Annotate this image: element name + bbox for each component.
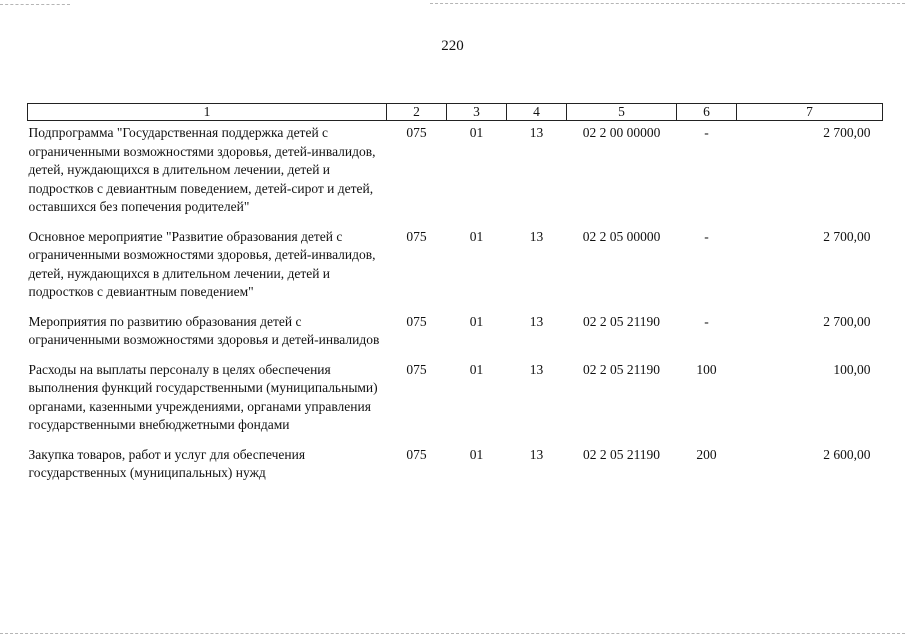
row-amount: 2 600,00 bbox=[823, 446, 871, 462]
row-amount: 2 700,00 bbox=[823, 313, 871, 329]
row-section-code: 01 bbox=[469, 228, 484, 244]
header-col-4: 4 bbox=[507, 104, 567, 121]
row-amount: 100,00 bbox=[833, 361, 871, 377]
row-section-code: 01 bbox=[469, 125, 484, 140]
row-name: Мероприятия по развитию образования детей с ограниченными возможностями здоровья и детей-инвалидов bbox=[28, 313, 380, 347]
row-name: Закупка товаров, работ и услуг для обеспечения государственных (муниципальных) нужд bbox=[28, 446, 306, 480]
row-ministry-code: 075 bbox=[406, 313, 427, 329]
row-ministry-code: 075 bbox=[406, 361, 427, 377]
page-number: 220 bbox=[441, 38, 464, 54]
row-target-code: 02 2 05 00000 bbox=[582, 228, 661, 244]
table-row bbox=[28, 443, 883, 491]
row-subsection-code: 13 bbox=[529, 446, 544, 462]
table-row bbox=[28, 225, 883, 310]
row-ministry-code: 075 bbox=[406, 228, 427, 244]
row-ministry-code: 075 bbox=[406, 446, 427, 462]
row-subsection-code: 13 bbox=[529, 125, 544, 140]
row-expense-type: 200 bbox=[696, 446, 717, 462]
row-section-code: 01 bbox=[469, 446, 484, 462]
table-row bbox=[28, 358, 883, 443]
row-target-code: 02 2 00 00000 bbox=[582, 125, 661, 140]
row-subsection-code: 13 bbox=[529, 361, 544, 377]
row-expense-type: - bbox=[704, 313, 709, 329]
budget-table bbox=[27, 103, 883, 491]
row-name: Основное мероприятие "Развитие образования детей с ограниченными возможностями здоровья, детей-инвалидов, детей, нуждающихся в длительном лечении, детей и подростков с девиантным поведением" bbox=[28, 228, 376, 299]
row-expense-type: - bbox=[704, 228, 709, 244]
row-name: Подпрограмма "Государственная поддержка детей с ограниченными возможностями здоровья, детей-инвалидов, детей, нуждающихся в длительном лечении, детей и подростков с девиантным поведением, детей-сирот и детей, оставшихся без попечения родителей" bbox=[28, 125, 376, 214]
row-expense-type: - bbox=[704, 125, 709, 140]
row-expense-type: 100 bbox=[696, 361, 717, 377]
header-col-1: 1 bbox=[28, 104, 387, 121]
row-subsection-code: 13 bbox=[529, 228, 544, 244]
header-col-6: 6 bbox=[677, 104, 737, 121]
row-section-code: 01 bbox=[469, 361, 484, 377]
row-amount: 2 700,00 bbox=[823, 125, 871, 140]
row-target-code: 02 2 05 21190 bbox=[582, 446, 661, 462]
header-col-2: 2 bbox=[387, 104, 447, 121]
table-header-row bbox=[28, 104, 883, 121]
row-target-code: 02 2 05 21190 bbox=[582, 361, 661, 377]
scan-artifact-top-right bbox=[430, 3, 905, 4]
table-row bbox=[28, 121, 883, 225]
row-target-code: 02 2 05 21190 bbox=[582, 313, 661, 329]
row-amount: 2 700,00 bbox=[823, 228, 871, 244]
scan-artifact-top-left bbox=[0, 4, 70, 5]
header-col-3: 3 bbox=[447, 104, 507, 121]
table-row bbox=[28, 310, 883, 358]
header-col-5: 5 bbox=[567, 104, 677, 121]
row-subsection-code: 13 bbox=[529, 313, 544, 329]
row-ministry-code: 075 bbox=[406, 125, 427, 140]
header-col-7: 7 bbox=[737, 104, 883, 121]
row-section-code: 01 bbox=[469, 313, 484, 329]
row-name: Расходы на выплаты персоналу в целях обеспечения выполнения функций государственными (муниципальными) органами, казенными учреждениями, органами управления государственными внебюджетными фондами bbox=[28, 361, 378, 432]
scan-artifact-bottom bbox=[0, 633, 905, 634]
